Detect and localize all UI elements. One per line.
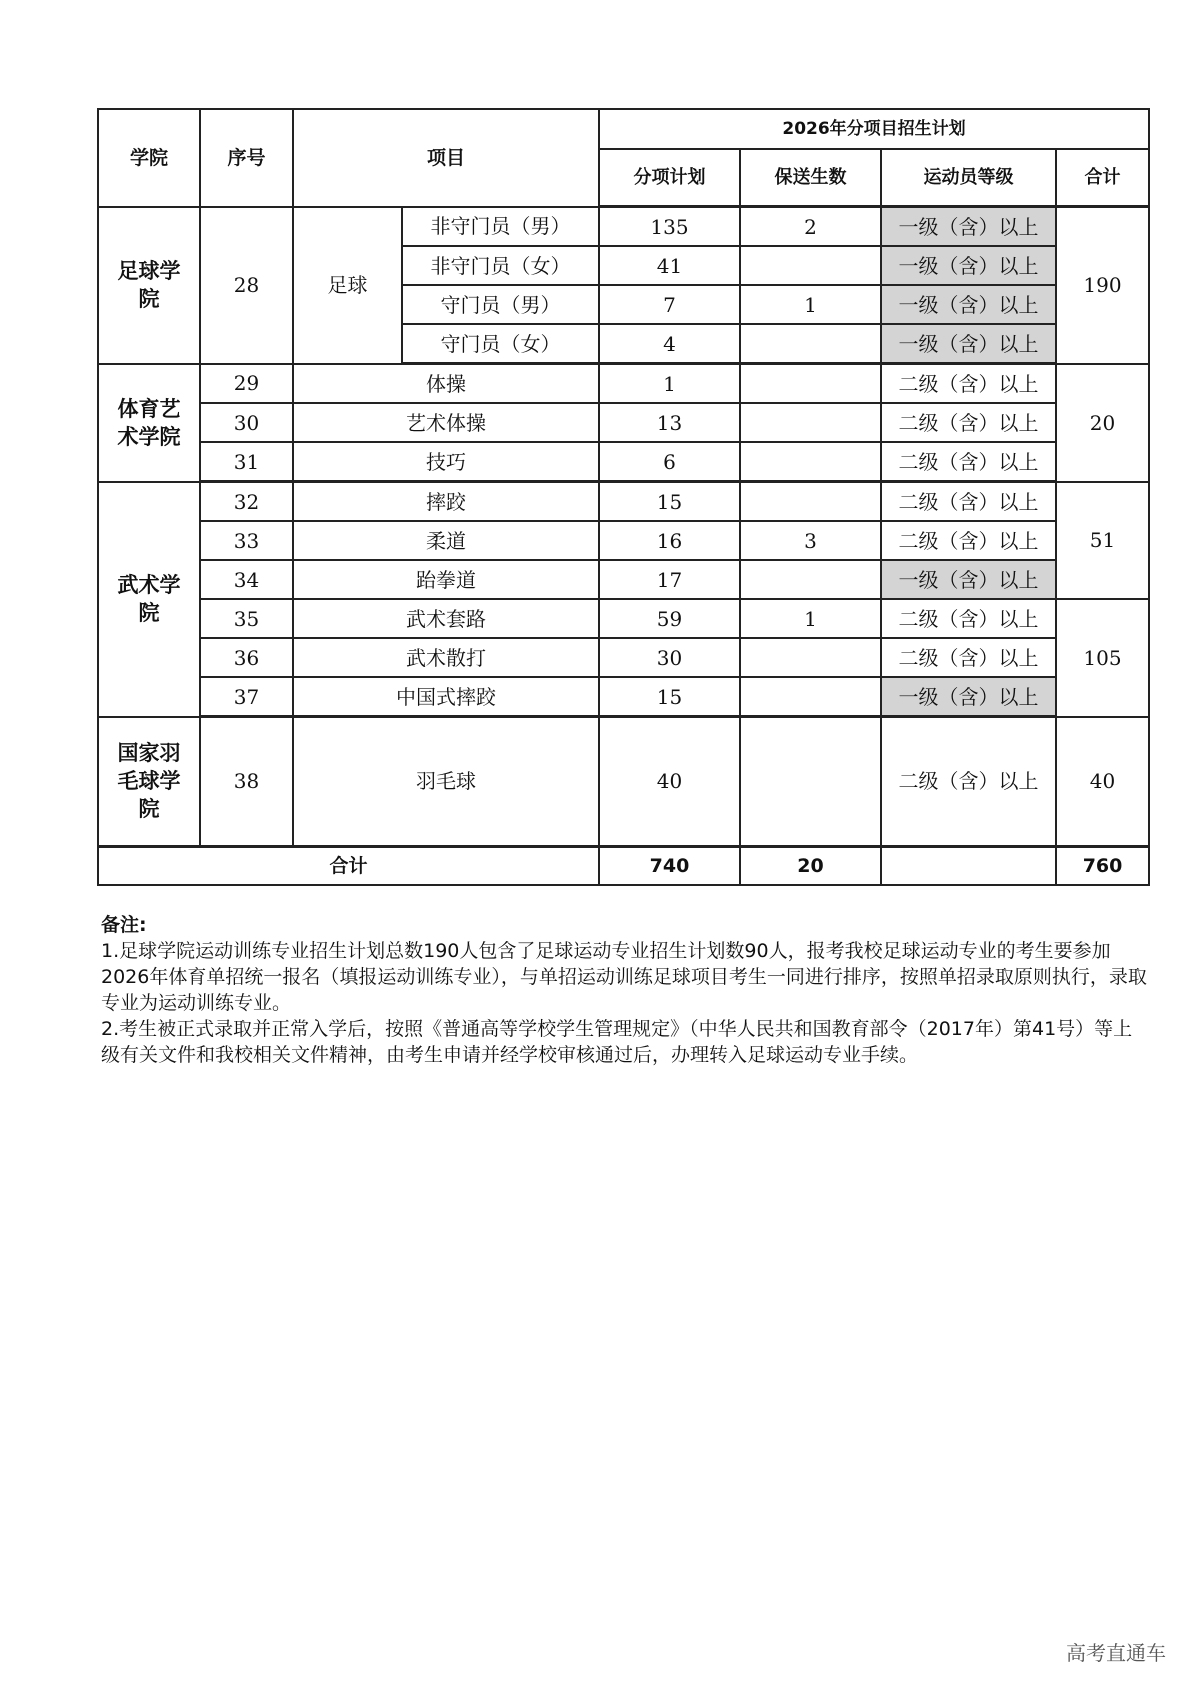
plan-cell: 17 (599, 560, 740, 599)
item-cell: 守门员（男） (402, 285, 599, 324)
recommended-cell (740, 560, 881, 599)
enrollment-plan-table (97, 108, 1150, 886)
level-cell: 一级（含）以上 (881, 207, 1056, 247)
level-cell: 二级（含）以上 (881, 599, 1056, 638)
college-sports-art: 体育艺术学院 (98, 364, 200, 482)
item-cell: 艺术体操 (293, 403, 599, 442)
header-plan-title: 2026年分项目招生计划 (599, 109, 1149, 149)
seq-cell: 29 (200, 364, 293, 404)
item-cell: 非守门员（女） (402, 246, 599, 285)
recommended-cell (740, 442, 881, 482)
recommended-cell: 2 (740, 207, 881, 247)
grand-total-label: 合计 (98, 846, 599, 885)
recommended-cell (740, 717, 881, 847)
header-level: 运动员等级 (881, 149, 1056, 207)
seq-cell: 38 (200, 717, 293, 847)
seq-cell: 37 (200, 677, 293, 717)
seq-cell: 35 (200, 599, 293, 638)
table-row (98, 599, 1149, 638)
level-cell: 一级（含）以上 (881, 560, 1056, 599)
recommended-cell (740, 677, 881, 717)
notes-section (101, 912, 1151, 1068)
header-college: 学院 (98, 109, 200, 207)
header-sub-plan: 分项计划 (599, 149, 740, 207)
grand-total-recommended: 20 (740, 846, 881, 885)
table-row (98, 207, 1149, 247)
grand-total-plan: 740 (599, 846, 740, 885)
college-football: 足球学院 (98, 207, 200, 364)
group-total-sports-art: 20 (1056, 364, 1149, 482)
seq-cell: 30 (200, 403, 293, 442)
recommended-cell: 1 (740, 599, 881, 638)
plan-cell: 135 (599, 207, 740, 247)
table-row (98, 482, 1149, 522)
watermark: 高考直通车 (1066, 1641, 1166, 1665)
table-row (98, 364, 1149, 404)
plan-cell: 59 (599, 599, 740, 638)
plan-cell: 1 (599, 364, 740, 404)
recommended-cell (740, 246, 881, 285)
recommended-cell (740, 364, 881, 404)
item-cell: 体操 (293, 364, 599, 404)
table-row (98, 560, 1149, 599)
group-total-football: 190 (1056, 207, 1149, 364)
header-item: 项目 (293, 109, 599, 207)
table-row (98, 521, 1149, 560)
plan-cell: 30 (599, 638, 740, 677)
level-cell: 二级（含）以上 (881, 442, 1056, 482)
level-cell: 一级（含）以上 (881, 324, 1056, 364)
recommended-cell (740, 482, 881, 522)
item-cell: 跆拳道 (293, 560, 599, 599)
plan-cell: 40 (599, 717, 740, 847)
group-total-badminton: 40 (1056, 717, 1149, 847)
level-cell: 一级（含）以上 (881, 246, 1056, 285)
level-cell: 二级（含）以上 (881, 482, 1056, 522)
grand-total-level (881, 846, 1056, 885)
item-cell: 武术散打 (293, 638, 599, 677)
group-total-wushu-b: 105 (1056, 599, 1149, 717)
recommended-cell: 1 (740, 285, 881, 324)
recommended-cell (740, 638, 881, 677)
level-cell: 二级（含）以上 (881, 717, 1056, 847)
level-cell: 二级（含）以上 (881, 638, 1056, 677)
item-cell: 守门员（女） (402, 324, 599, 364)
college-badminton: 国家羽毛球学院 (98, 717, 200, 847)
level-cell: 一级（含）以上 (881, 677, 1056, 717)
seq-cell: 34 (200, 560, 293, 599)
table-row (98, 442, 1149, 482)
item-cell: 羽毛球 (293, 717, 599, 847)
notes-title: 备注: (101, 914, 147, 936)
grand-total-row (98, 846, 1149, 885)
table-row (98, 677, 1149, 717)
plan-cell: 7 (599, 285, 740, 324)
seq-cell: 32 (200, 482, 293, 522)
seq-cell: 28 (200, 207, 293, 364)
seq-cell: 36 (200, 638, 293, 677)
plan-cell: 4 (599, 324, 740, 364)
level-cell: 二级（含）以上 (881, 521, 1056, 560)
item-cell: 中国式摔跤 (293, 677, 599, 717)
group-total-wushu-a: 51 (1056, 482, 1149, 600)
plan-cell: 15 (599, 677, 740, 717)
grand-total-total: 760 (1056, 846, 1149, 885)
level-cell: 二级（含）以上 (881, 364, 1056, 404)
table-row (98, 638, 1149, 677)
seq-cell: 31 (200, 442, 293, 482)
table-row (98, 717, 1149, 847)
item-cell: 武术套路 (293, 599, 599, 638)
plan-cell: 41 (599, 246, 740, 285)
table-row (98, 403, 1149, 442)
table-header-row-1 (98, 109, 1149, 149)
header-seq: 序号 (200, 109, 293, 207)
recommended-cell (740, 403, 881, 442)
item-cell: 摔跤 (293, 482, 599, 522)
header-total: 合计 (1056, 149, 1149, 207)
sport-football: 足球 (293, 207, 402, 364)
header-recommended: 保送生数 (740, 149, 881, 207)
recommended-cell (740, 324, 881, 364)
level-cell: 一级（含）以上 (881, 285, 1056, 324)
plan-cell: 16 (599, 521, 740, 560)
item-cell: 技巧 (293, 442, 599, 482)
note-item-1: 1.足球学院运动训练专业招生计划总数190人包含了足球运动专业招生计划数90人，报考我校足球运动专业的考生要参加2026年体育单招统一报名（填报运动训练专业），与单招运动训练足球项目考生一同进行排序，按照单招录取原则执行，录取专业为运动训练专业。 (101, 940, 1147, 1014)
plan-cell: 15 (599, 482, 740, 522)
plan-cell: 13 (599, 403, 740, 442)
recommended-cell: 3 (740, 521, 881, 560)
item-cell: 非守门员（男） (402, 207, 599, 247)
college-wushu: 武术学院 (98, 482, 200, 717)
note-item-2: 2.考生被正式录取并正常入学后，按照《普通高等学校学生管理规定》（中华人民共和国教育部令（2017年）第41号）等上级有关文件和我校相关文件精神，由考生申请并经学校审核通过后，办理转入足球运动专业手续。 (101, 1018, 1133, 1066)
level-cell: 二级（含）以上 (881, 403, 1056, 442)
seq-cell: 33 (200, 521, 293, 560)
plan-cell: 6 (599, 442, 740, 482)
item-cell: 柔道 (293, 521, 599, 560)
